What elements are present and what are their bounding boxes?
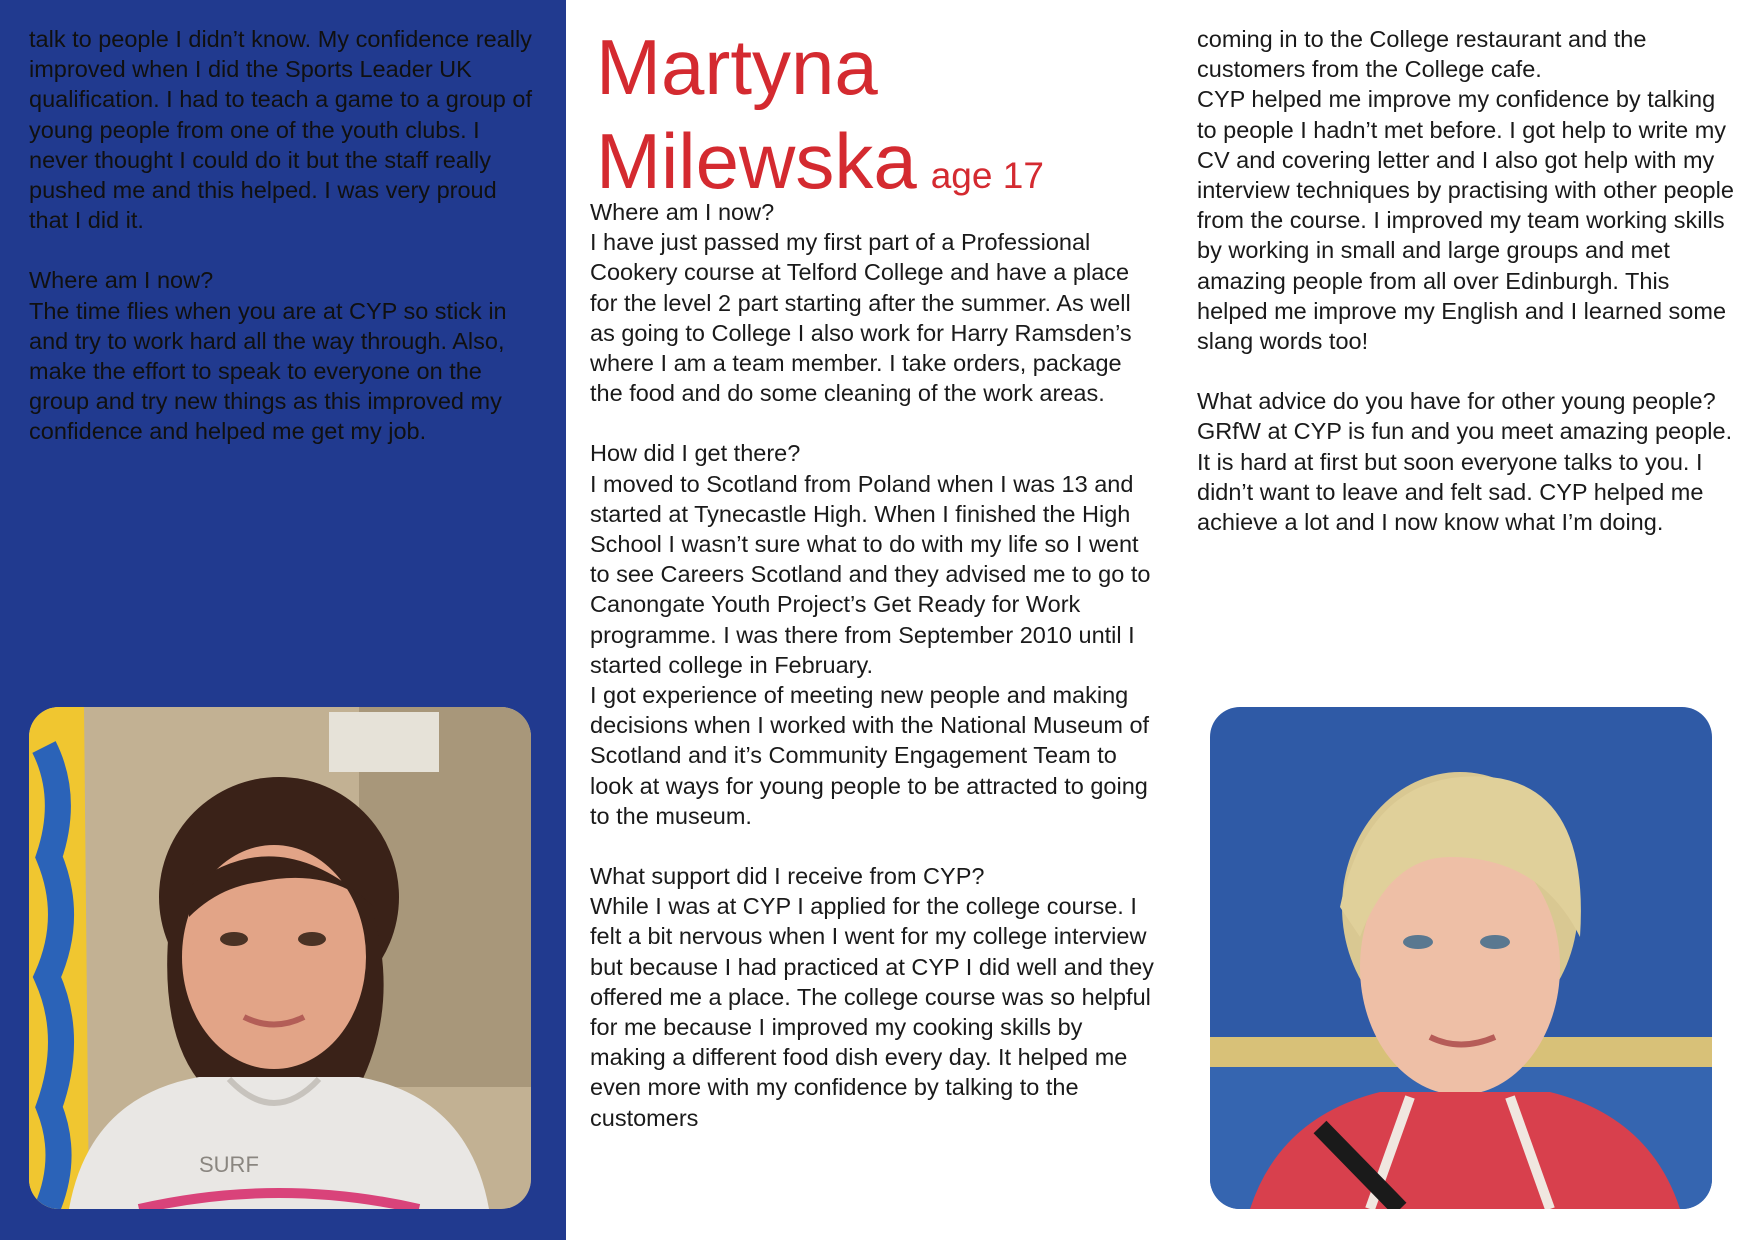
paragraph: GRfW at CYP is fun and you meet amazing people. It is hard at first but soon everyone talks to you. I didn’t want to leave and felt sad. CYP helped me achieve a lot and I now know what I’m doing. (1197, 418, 1733, 536)
paragraph: coming in to the College restaurant and the customers from the College cafe. (1197, 26, 1647, 83)
paragraph: While I was at CYP I applied for the college course. I felt a bit nervous when I went for my college interview but because I had practiced at CYP I did well and they offered me a place. The college course was so helpful for me because I improved my cooking skills by making a different food dish every day. It helped me even more with my confidence by talking to the customers (590, 893, 1154, 1131)
profile-name (596, 20, 1156, 223)
left-text-column (29, 24, 539, 447)
first-name: Martyna (596, 23, 878, 111)
portrait-photo-left-image (29, 707, 531, 1209)
portrait-photo-right-image (1210, 707, 1712, 1209)
section-heading: What advice do you have for other young people? (1197, 388, 1716, 415)
portrait-photo-left (29, 707, 531, 1209)
section-heading: How did I get there? (590, 440, 801, 467)
middle-text-column (590, 197, 1160, 1133)
right-text-column (1197, 24, 1737, 537)
section-heading: What support did I receive from CYP? (590, 863, 985, 890)
section-heading: Where am I now? (590, 199, 775, 225)
portrait-photo-right (1210, 707, 1712, 1209)
last-name: Milewska (596, 117, 917, 205)
svg-text:SURF: SURF (199, 1152, 259, 1177)
paragraph: talk to people I didn’t know. My confidence really improved when I did the Sports Leader UK qualification. I had to teach a game to a group of young people from one of the youth clubs. I never thought I could do it but the staff really pushed me and this helped. I was very proud that I did it. (29, 26, 532, 234)
section-heading: Where am I now? (29, 267, 214, 294)
age-label: age 17 (930, 155, 1044, 196)
paragraph: I got experience of meeting new people and making decisions when I worked with the National Museum of Scotland and it’s Community Engagement Team to look at ways for young people to be attracted to going to the museum. (590, 682, 1150, 829)
paragraph: I have just passed my first part of a Professional Cookery course at Telford College and have a place for the level 2 part starting after the summer. As well as going to College I also work for Harry Ramsden’s where I am a team member. I take orders, package the food and do some cleaning of the work areas. (590, 229, 1132, 407)
paragraph: I moved to Scotland from Poland when I was 13 and started at Tynecastle High. When I finished the High School I wasn’t sure what to do with my life so I went to see Careers Scotland and they advised me to go to Canongate Youth Project’s Get Ready for Work programme. I was there from September 2010 until I started college in February. (590, 470, 1151, 678)
paragraph: The time flies when you are at CYP so stick in and try to work hard all the way through. Also, make the effort to speak to everyone on the group and try new things as this improved my confidence and helped me get my job. (29, 297, 507, 445)
paragraph: CYP helped me improve my confidence by talking to people I hadn’t met before. I got help to write my CV and covering letter and I also got help with my interview techniques by practising with other people from the course. I improved my team working skills by working in small and large groups and met amazing people from all over Edinburgh. This helped me improve my English and I learned some slang words too! (1197, 86, 1734, 355)
